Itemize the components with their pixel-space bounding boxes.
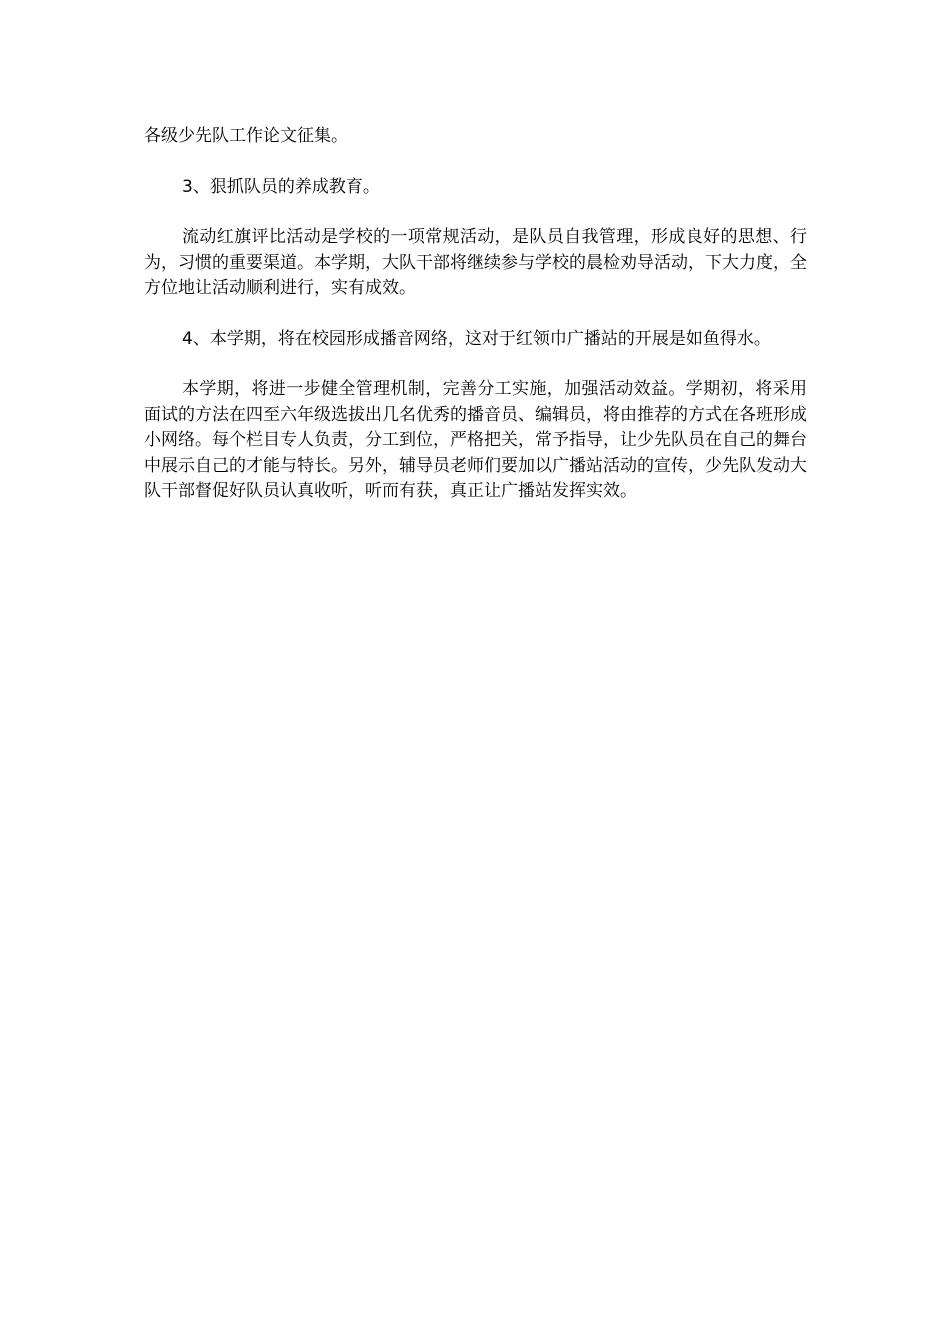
paragraph-red-flag: 流动红旗评比活动是学校的一项常规活动，是队员自我管理，形成良好的思想、行为，习惯的重要渠道。本学期，大队干部将继续参与学校的晨检劝导活动，下大力度，全方位地让活动顺利进行，实有成效。 <box>144 227 807 298</box>
paragraph-broadcast: 本学期，将进一步健全管理机制，完善分工实施，加强活动效益。学期初，将采用面试的方法在四至六年级选拔出几名优秀的播音员、编辑员，将由推荐的方式在各班形成小网络。每个栏目专人负责，分工到位，严格把关，常予指导，让少先队员在自己的舞台中展示自己的才能与特长。另外，辅导员老师们要加以广播站活动的宣传，少先队发动大队干部督促好队员认真收听，听而有获，真正让广播站发挥实效。 <box>144 379 807 501</box>
paragraph-continuation: 各级少先队工作论文征集。 <box>144 126 348 146</box>
document-body <box>144 124 807 505</box>
heading-item-3: 3、狠抓队员的养成教育。 <box>182 176 380 197</box>
heading-item-4: 4、本学期，将在校园形成播音网络，这对于红领巾广播站的开展是如鱼得水。 <box>182 328 771 349</box>
